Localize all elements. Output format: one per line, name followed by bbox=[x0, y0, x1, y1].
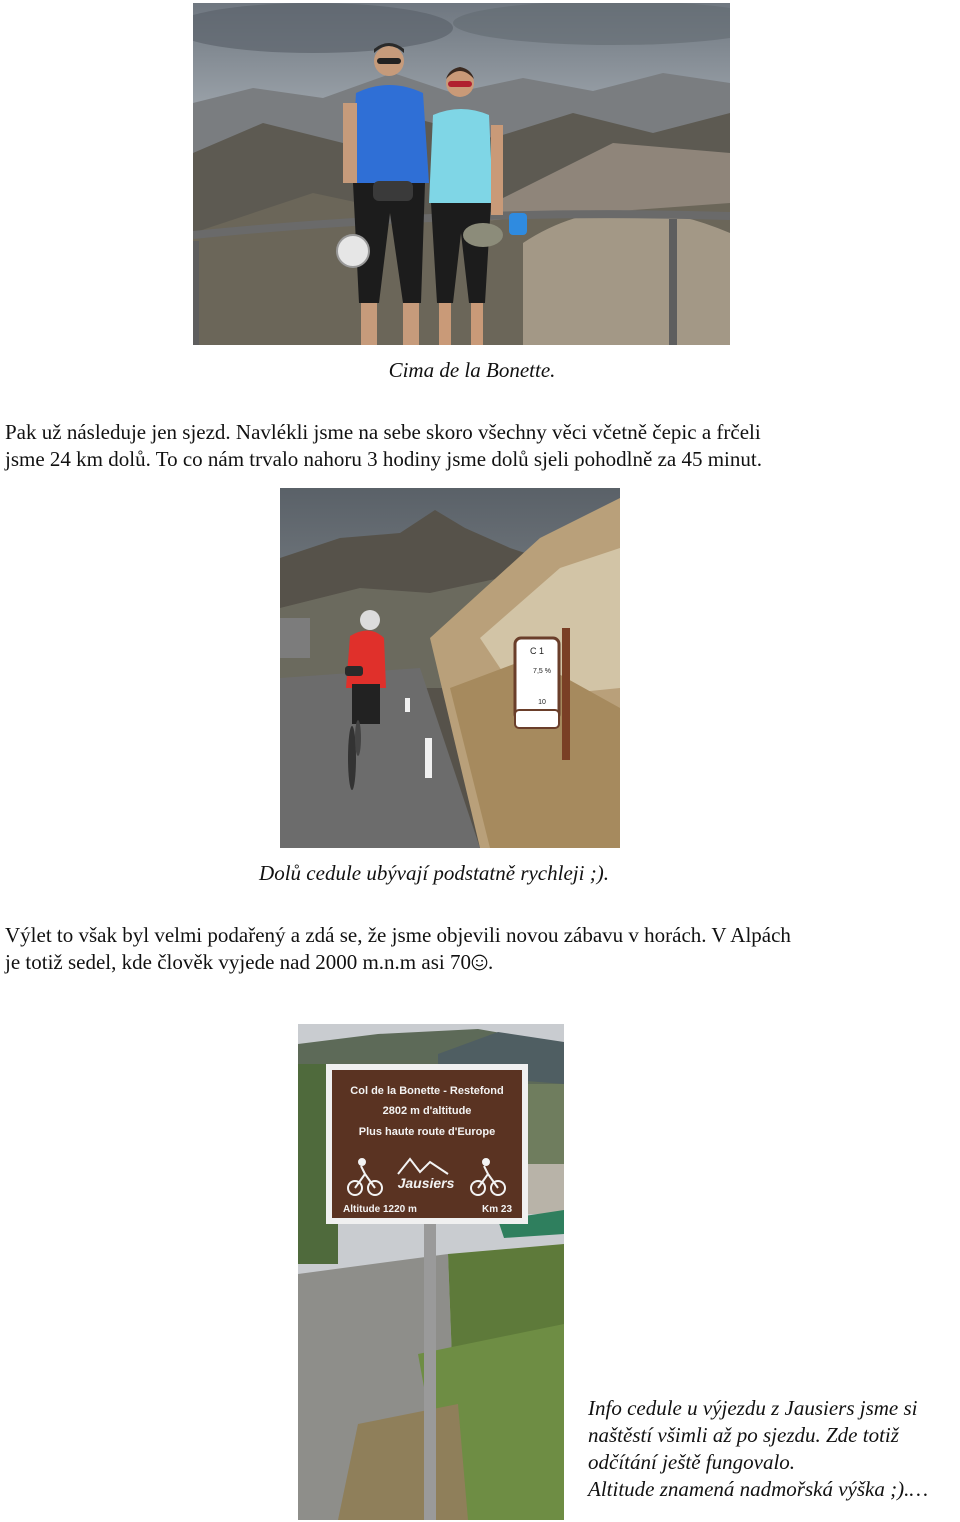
paragraph-descent bbox=[5, 419, 762, 473]
paragraph-descent-line-2: jsme 24 km dolů. To co nám trvalo nahoru 3 hodiny jsme dolů sjeli pohodlně za 45 minut. bbox=[5, 447, 762, 471]
sign-logo: Jausiers bbox=[397, 1175, 455, 1191]
caption-jausiers-line-2: naštěstí všimli až po sjezdu. Zde totiž bbox=[588, 1423, 899, 1447]
paragraph-descent-line-1: Pak už následuje jen sjezd. Navlékli jsme na sebe skoro všechny věci včetně čepic a frčeli bbox=[5, 420, 761, 444]
paragraph-trip bbox=[5, 922, 791, 976]
caption-jausiers-line-4: Altitude znamená nadmořská výška ;).… bbox=[588, 1477, 929, 1501]
photo-cyclist-illustration bbox=[280, 488, 620, 848]
sign-subtitle: Plus haute route d'Europe bbox=[358, 1126, 496, 1138]
photo-jausiers-sign bbox=[298, 1024, 564, 1520]
photo-jausiers-illustration bbox=[298, 1024, 564, 1520]
smiley-icon bbox=[471, 954, 488, 971]
photo-cima-de-la-bonette bbox=[193, 3, 730, 345]
caption-jausiers-line-1: Info cedule u výjezdu z Jausiers jsme si bbox=[588, 1396, 918, 1420]
caption-signs: Dolů cedule ubývají podstatně rychleji ;). bbox=[259, 861, 609, 885]
sign-footer-right: Km 23 bbox=[481, 1204, 512, 1215]
marker-code: C 1 bbox=[529, 646, 545, 656]
marker-km: 10 bbox=[538, 699, 546, 706]
sign-title: Col de la Bonette - Restefond bbox=[350, 1085, 504, 1097]
paragraph-trip-line-2-text: je totiž sedel, kde člověk vyjede nad 2000 m.n.m asi 70 bbox=[5, 950, 471, 974]
photo-cima-illustration bbox=[193, 3, 730, 345]
caption-cima: Cima de la Bonette. bbox=[388, 358, 556, 382]
caption-jausiers-line-3: odčítání ještě fungovalo. bbox=[588, 1450, 796, 1474]
photo-cyclist-descent bbox=[280, 488, 620, 848]
caption-jausiers bbox=[588, 1395, 928, 1503]
sign-altitude: 2802 m d'altitude bbox=[382, 1105, 472, 1117]
paragraph-trip-line-2 bbox=[5, 949, 791, 976]
paragraph-trip-line-1: Výlet to však byl velmi podařený a zdá se, že jsme objevili novou zábavu v horách. V Alpách bbox=[5, 923, 791, 947]
paragraph-trip-line-2-end: . bbox=[487, 950, 494, 974]
sign-footer-left: Altitude 1220 m bbox=[343, 1204, 417, 1215]
marker-gradient: 7,5 % bbox=[533, 668, 551, 675]
